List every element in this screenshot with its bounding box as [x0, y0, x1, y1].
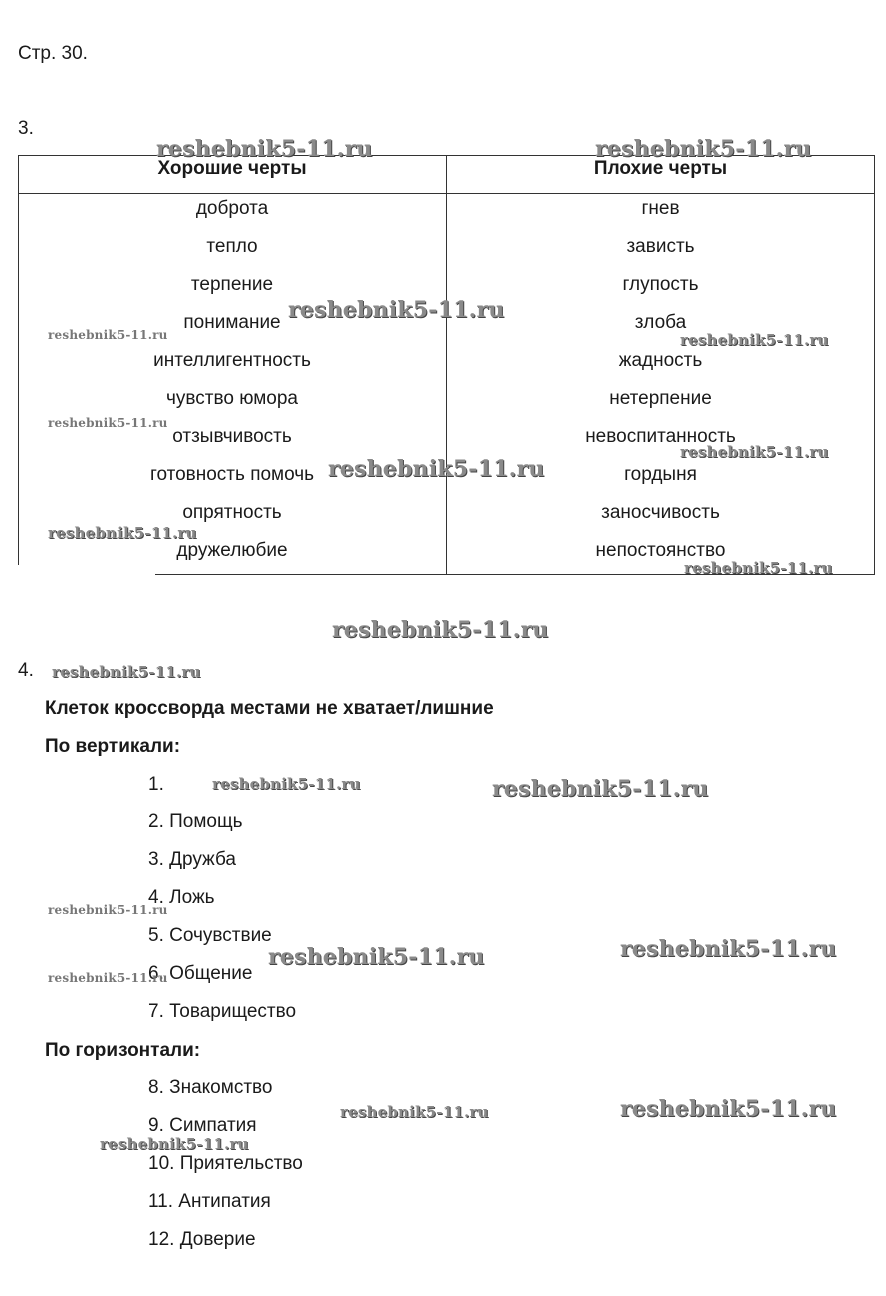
horizontal-answer: 9. Симпатия	[148, 1115, 257, 1136]
watermark: reshebnik5-11.ru	[52, 663, 201, 681]
vertical-answer: 1.	[148, 774, 164, 795]
horizontal-answer: 8. Знакомство	[148, 1077, 273, 1098]
watermark: reshebnik5-11.ru	[48, 416, 168, 430]
bad-trait-cell: нетерпение	[609, 388, 712, 409]
bad-trait-cell: гнев	[641, 198, 680, 219]
horizontal-answer: 11. Антипатия	[148, 1191, 271, 1212]
traits-table	[18, 155, 875, 575]
horizontal-heading: По горизонтали:	[45, 1040, 201, 1061]
good-trait-cell: интеллигентность	[153, 350, 311, 371]
vertical-answer: 4. Ложь	[148, 887, 215, 908]
bad-trait-cell: непостоянство	[595, 540, 726, 561]
watermark: reshebnik5-11.ru	[620, 1096, 837, 1122]
watermark: reshebnik5-11.ru	[332, 617, 549, 643]
good-trait-cell: понимание	[183, 312, 281, 333]
watermark: reshebnik5-11.ru	[680, 443, 829, 461]
good-trait-cell: дружелюбие	[176, 540, 288, 561]
vertical-answer: 6. Общение	[148, 963, 253, 984]
bad-trait-cell: злоба	[634, 312, 687, 333]
watermark: reshebnik5-11.ru	[48, 903, 168, 917]
task-3-number: 3.	[18, 118, 34, 139]
watermark: reshebnik5-11.ru	[680, 331, 829, 349]
vertical-answer: 5. Сочувствие	[148, 925, 272, 946]
bad-trait-cell: жадность	[618, 350, 703, 371]
watermark: reshebnik5-11.ru	[48, 524, 197, 542]
good-trait-cell: терпение	[190, 274, 274, 295]
good-trait-cell: доброта	[195, 198, 269, 219]
page-title: Стр. 30.	[18, 43, 88, 64]
watermark: reshebnik5-11.ru	[684, 559, 833, 577]
good-trait-cell: отзывчивость	[172, 426, 292, 447]
good-trait-cell: тепло	[206, 236, 258, 257]
bad-trait-cell: зависть	[626, 236, 695, 257]
header-bad-traits: Плохие черты	[593, 158, 728, 179]
bad-trait-cell: невоспитанность	[585, 426, 736, 447]
watermark: reshebnik5-11.ru	[595, 136, 812, 162]
watermark: reshebnik5-11.ru	[268, 944, 485, 970]
vertical-answer: 7. Товарищество	[148, 1001, 297, 1022]
good-trait-cell: чувство юмора	[165, 388, 298, 409]
watermark: reshebnik5-11.ru	[620, 936, 837, 962]
vertical-heading: По вертикали:	[45, 736, 181, 757]
bad-trait-cell: глупость	[622, 274, 699, 295]
good-trait-cell: опрятность	[182, 502, 282, 523]
watermark: reshebnik5-11.ru	[492, 776, 709, 802]
watermark: reshebnik5-11.ru	[212, 775, 361, 793]
vertical-answer: 3. Дружба	[148, 849, 236, 870]
watermark: reshebnik5-11.ru	[156, 136, 373, 162]
watermark: reshebnik5-11.ru	[100, 1135, 249, 1153]
watermark: reshebnik5-11.ru	[48, 971, 168, 985]
bad-trait-cell: заносчивость	[601, 502, 720, 523]
header-good-traits: Хорошие черты	[157, 158, 307, 179]
horizontal-answer: 12. Доверие	[148, 1229, 256, 1250]
crossword-note: Клеток кроссворда местами не хватает/лишние	[45, 698, 494, 719]
bad-trait-cell: гордыня	[624, 464, 697, 485]
watermark: reshebnik5-11.ru	[48, 328, 168, 342]
task-4-number: 4.	[18, 660, 34, 681]
watermark: reshebnik5-11.ru	[328, 456, 545, 482]
good-trait-cell: готовность помочь	[149, 464, 315, 485]
watermark: reshebnik5-11.ru	[340, 1103, 489, 1121]
vertical-answer: 2. Помощь	[148, 811, 243, 832]
watermark: reshebnik5-11.ru	[288, 297, 505, 323]
horizontal-answer: 10. Приятельство	[148, 1153, 303, 1174]
